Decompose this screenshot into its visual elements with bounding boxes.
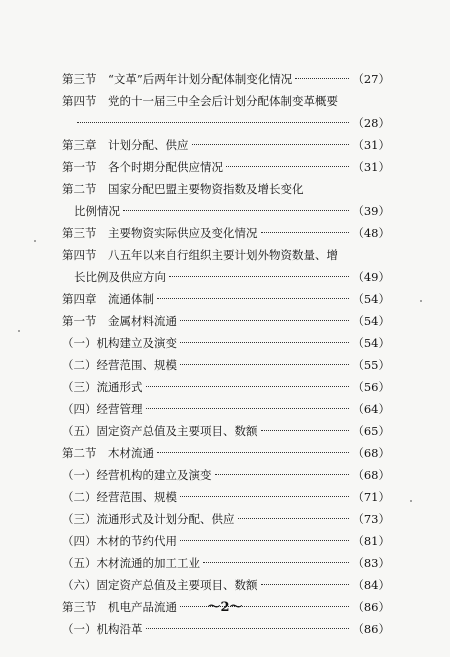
dot-leader (180, 496, 349, 497)
toc-entry-title: （一）机构建立及演变 (62, 336, 177, 350)
dot-leader (226, 166, 349, 167)
toc-entry (62, 442, 390, 464)
dot-leader (295, 78, 349, 79)
toc-entry-page-number: （84） (352, 578, 390, 592)
toc-entry-page-number: （64） (352, 402, 390, 416)
toc-entry-title: 第二节 木材流通 (62, 446, 154, 460)
toc-entry-page-number: （48） (352, 226, 390, 240)
toc-entry-page-number: （55） (352, 358, 390, 372)
toc-entry-title: 第一节 各个时期分配供应情况 (62, 160, 223, 174)
dot-leader (180, 540, 349, 541)
dot-leader (203, 562, 349, 563)
toc-entry (62, 90, 390, 112)
dot-leader (146, 386, 350, 387)
dot-leader (180, 342, 349, 343)
scan-speck (34, 240, 36, 242)
toc-entry (62, 222, 390, 244)
scan-speck (420, 300, 422, 302)
toc-entry (62, 288, 390, 310)
dot-leader (123, 210, 349, 211)
toc-entry (62, 486, 390, 508)
toc-entry-title: 第四节 八五年以来自行组织主要计划外物资数量、增 (62, 248, 338, 262)
toc-entry-page-number: （86） (352, 600, 390, 614)
toc-entry-title: （二）经营范围、规模 (62, 490, 177, 504)
toc-entry-page-number: （83） (352, 556, 390, 570)
dot-leader (261, 430, 350, 431)
toc-entry (62, 464, 390, 486)
toc-entry-title: 比例情况 (74, 204, 120, 218)
dot-leader (157, 452, 349, 453)
toc-entry-title: （三）流通形式及计划分配、供应 (62, 512, 235, 526)
toc-entry-page-number: （65） (352, 424, 390, 438)
toc-entry-title: 第三节 “文革”后两年计划分配体制变化情况 (62, 72, 293, 86)
toc-entry-title: 第四节 党的十一届三中全会后计划分配体制变革概要 (62, 94, 338, 108)
table-of-contents (62, 68, 390, 640)
toc-entry-title: （六）固定资产总值及主要项目、数额 (62, 578, 258, 592)
toc-entry-title: 第三节 主要物资实际供应及变化情况 (62, 226, 258, 240)
toc-entry (62, 134, 390, 156)
toc-entry-title: 第三章 计划分配、供应 (62, 138, 189, 152)
scan-speck (410, 500, 412, 502)
toc-entry-title: （四）经营管理 (62, 402, 143, 416)
toc-entry (62, 508, 390, 530)
toc-entry-title: 第四章 流通体制 (62, 292, 154, 306)
dot-leader (157, 298, 349, 299)
toc-entry-page-number: （81） (352, 534, 390, 548)
toc-entry (62, 200, 390, 222)
toc-entry-page-number: （27） (352, 72, 390, 86)
dot-leader (146, 628, 350, 629)
toc-entry-title: 第二节 国家分配巴盟主要物资指数及增长变化 (62, 182, 304, 196)
toc-entry-title: （五）固定资产总值及主要项目、数额 (62, 424, 258, 438)
toc-entry-page-number: （68） (352, 446, 390, 460)
dot-leader (261, 232, 350, 233)
toc-entry-page-number: （54） (352, 336, 390, 350)
toc-entry (62, 244, 390, 266)
toc-entry-title: 第一节 金属材料流通 (62, 314, 177, 328)
toc-entry-title: 第三节 机电产品流通 (62, 600, 177, 614)
page-number-footer: ～2～ (207, 600, 243, 615)
toc-entry-page-number: （54） (352, 292, 390, 306)
toc-entry (62, 574, 390, 596)
toc-entry-page-number: （39） (352, 204, 390, 218)
toc-entry (62, 178, 390, 200)
toc-entry-title: 长比例及供应方向 (74, 270, 166, 284)
toc-entry (62, 266, 390, 288)
toc-entry-page-number: （28） (352, 116, 390, 130)
toc-entry (62, 332, 390, 354)
toc-entry-page-number: （56） (352, 380, 390, 394)
toc-entry-page-number: （68） (352, 468, 390, 482)
toc-entry-page-number: （71） (352, 490, 390, 504)
toc-entry (62, 398, 390, 420)
dot-leader (169, 276, 349, 277)
dot-leader (180, 320, 349, 321)
toc-entry-page-number: （49） (352, 270, 390, 284)
toc-entry (62, 310, 390, 332)
toc-entry (62, 68, 390, 90)
toc-entry (62, 376, 390, 398)
toc-entry-title: （三）流通形式 (62, 380, 143, 394)
toc-entry-title: （二）经营范围、规模 (62, 358, 177, 372)
scan-speck (18, 330, 20, 332)
toc-entry-title: （一）机构沿革 (62, 622, 143, 636)
dot-leader (180, 364, 349, 365)
dot-leader (215, 474, 350, 475)
toc-entry-page-number: （31） (352, 160, 390, 174)
dot-leader (261, 584, 350, 585)
toc-entry-page-number: （54） (352, 314, 390, 328)
toc-entry-page-number: （86） (352, 622, 390, 636)
toc-entry-title: （一）经营机构的建立及演变 (62, 468, 212, 482)
toc-entry (62, 530, 390, 552)
toc-entry-page-number: （31） (352, 138, 390, 152)
toc-entry (62, 156, 390, 178)
dot-leader (192, 144, 350, 145)
toc-entry (62, 420, 390, 442)
dot-leader (77, 122, 349, 123)
toc-entry (62, 354, 390, 376)
toc-entry (62, 552, 390, 574)
toc-entry-page-number: （73） (352, 512, 390, 526)
toc-entry (62, 112, 390, 134)
dot-leader (146, 408, 350, 409)
dot-leader (238, 518, 350, 519)
toc-entry (62, 618, 390, 640)
toc-entry-title: （五）木材流通的加工工业 (62, 556, 200, 570)
toc-entry-title: （四）木材的节约代用 (62, 534, 177, 548)
